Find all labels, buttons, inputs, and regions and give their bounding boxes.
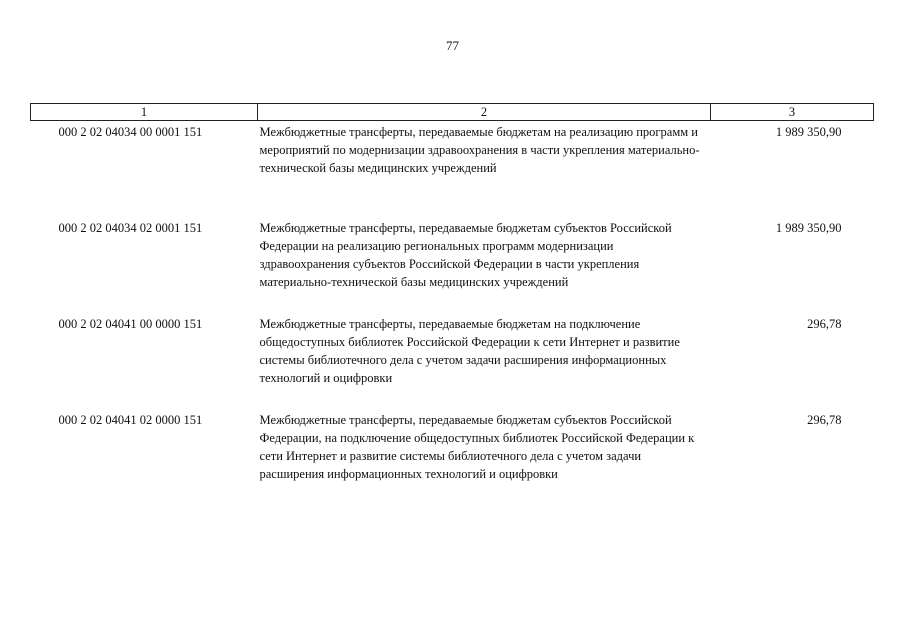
table-row	[31, 411, 874, 507]
budget-amount: 1 989 350,90	[775, 221, 842, 235]
budget-amount: 1 989 350,90	[775, 125, 842, 139]
column-header-3: 3	[711, 104, 874, 121]
budget-amount: 296,78	[807, 413, 842, 427]
budget-code: 000 2 02 04041 02 0000 151	[58, 413, 203, 427]
table-row	[31, 121, 874, 220]
budget-code: 000 2 02 04041 00 0000 151	[58, 317, 203, 331]
budget-description: Межбюджетные трансферты, передаваемые бюджетам субъектов Российской Федерации, на подключение общедоступных библиотек Российской Федерации к сети Интернет и развитие системы библиотечного дела с учетом задачи расширения информационных технологий и оцифровки	[259, 413, 695, 481]
table-header-row	[31, 104, 874, 121]
page-number: 77	[446, 38, 459, 53]
budget-description: Межбюджетные трансферты, передаваемые бюджетам на реализацию программ и мероприятий по модернизации здравоохранения в части укрепления материально-технической базы медицинских учреждений	[259, 125, 700, 175]
budget-description: Межбюджетные трансферты, передаваемые бюджетам субъектов Российской Федерации на реализацию региональных программ модернизации здравоохранения субъектов Российской Федерации в части укрепления материально-технической базы медицинских учреждений	[259, 221, 672, 289]
table-row	[31, 219, 874, 315]
column-header-1: 1	[31, 104, 258, 121]
column-header-2: 2	[258, 104, 711, 121]
table-row	[31, 315, 874, 411]
budget-code: 000 2 02 04034 02 0001 151	[58, 221, 203, 235]
budget-description: Межбюджетные трансферты, передаваемые бюджетам на подключение общедоступных библиотек Российской Федерации к сети Интернет и развитие системы библиотечного дела с учетом задачи расширения информационных технологий и оцифровки	[259, 317, 680, 385]
budget-table	[30, 103, 874, 507]
budget-amount: 296,78	[807, 317, 842, 331]
budget-code: 000 2 02 04034 00 0001 151	[58, 125, 203, 139]
